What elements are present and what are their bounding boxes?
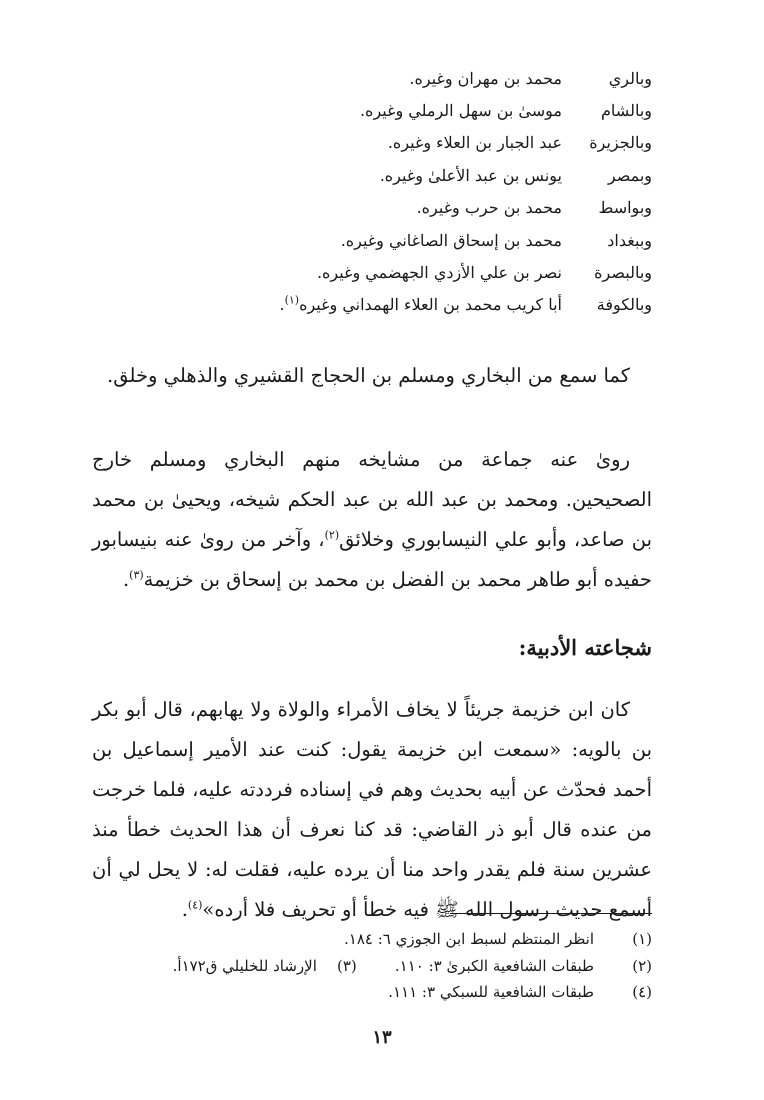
city-name: وبالجزيرة (589, 133, 652, 153)
list-item (92, 94, 652, 126)
city-name: وبالري (608, 68, 652, 88)
footnote-number: (٢) (632, 956, 652, 975)
footnotes (92, 926, 652, 1006)
city-name: وبالشام (601, 101, 652, 121)
footnote-item (92, 979, 652, 1006)
city-name: وببغداد (607, 230, 652, 250)
footnote-ref: (١) (284, 294, 300, 308)
paragraph-text: كان ابن خزيمة جريئاً لا يخاف الأمراء والولاة ولا يهابهم، قال أبو بكر بن بالويه: «سمعت ابن خزيمة يقول: كنت عند الأمير إسماعيل بن أحمد فحدّث عن أبيه بحديث وهم في إسناده فرددته عليه، فلما خرجت من عنده قال أبو ذر القاضي: قد كنا نعرف أن هذا الحديث خطأ منذ عشرين سنة فلم يقدر واحد منا أن يرده عليه، فقلت له: لا يحل لي أن أسمع حديث رسول الله ﷺ فيه خطأ أو تحريف فلا أرده» (92, 697, 652, 921)
period: . (181, 897, 188, 921)
footnote-number: (٤) (632, 983, 652, 1002)
footnote-divider (450, 913, 652, 914)
narrator-text: أبا كريب محمد بن العلاء الهمداني وغيره (299, 295, 562, 315)
footnote-text: طبقات الشافعية الكبرىٰ ٣: ١١٠. (394, 956, 594, 975)
list-item (92, 62, 652, 94)
list-item (92, 224, 652, 256)
narrator-name: نصر بن علي الأزدي الجهضمي وغيره. (316, 263, 562, 283)
paragraph-courage (92, 690, 652, 930)
footnote-text: الإرشاد للخليلي ق١٧٢أ. (172, 956, 317, 975)
list-item (92, 256, 652, 288)
transmitters-list (92, 62, 652, 321)
list-item (92, 192, 652, 224)
period: . (122, 567, 130, 591)
list-item (92, 289, 652, 321)
city-name: وبالبصرة (594, 263, 652, 283)
narrator-name: عبد الجبار بن العلاء وغيره. (387, 133, 562, 153)
list-item (92, 159, 652, 191)
narrator-name (92, 295, 562, 314)
footnote-text: طبقات الشافعية للسبكي ٣: ١١١. (388, 983, 594, 1002)
paragraph-teachers: كما سمع من البخاري ومسلم بن الحجاج القشيري والذهلي وخلق. (107, 363, 630, 387)
city-name: وبمصر (607, 165, 652, 185)
narrator-name: محمد بن إسحاق الصاغاني وغيره. (340, 230, 562, 250)
footnote-ref: (٢) (324, 528, 340, 541)
narrator-name: محمد بن مهران وغيره. (409, 68, 562, 88)
footnote-ref: (٣) (129, 568, 144, 581)
narrator-name: يونس بن عبد الأعلىٰ وغيره. (379, 165, 562, 185)
page-number: ١٣ (372, 1027, 392, 1048)
section-heading: شجاعته الأدبية: (518, 635, 652, 660)
footnote-ref: (٤) (187, 898, 203, 911)
footnote-text: انظر المنتظم لسبط ابن الجوزي ٦: ١٨٤. (344, 930, 594, 949)
narrator-name: محمد بن حرب وغيره. (416, 198, 562, 218)
city-name: وبواسط (598, 198, 652, 218)
narrator-name: موسىٰ بن سهل الرملي وغيره. (359, 101, 562, 121)
footnote-number: (٣) (336, 956, 357, 975)
list-item (92, 127, 652, 159)
city-name: وبالكوفة (596, 295, 652, 315)
period: . (279, 295, 285, 315)
footnote-number: (١) (632, 930, 652, 949)
paragraph-text: روىٰ عنه جماعة من مشايخه منهم البخاري ومسلم خارج الصحيحين. ومحمد بن عبد الله بن عبد الحكم شيخه، ويحيىٰ بن محمد بن صاعد، وأبو علي النيسابوري وخلائق (92, 447, 652, 551)
footnote-item (92, 926, 652, 953)
paragraph-students (92, 440, 652, 600)
footnote-item (92, 953, 652, 980)
paragraph-text: ، وآخر من روىٰ عنه بنيسابور حفيده أبو طاهر محمد بن الفضل بن محمد بن إسحاق بن خزيمة (92, 527, 652, 591)
